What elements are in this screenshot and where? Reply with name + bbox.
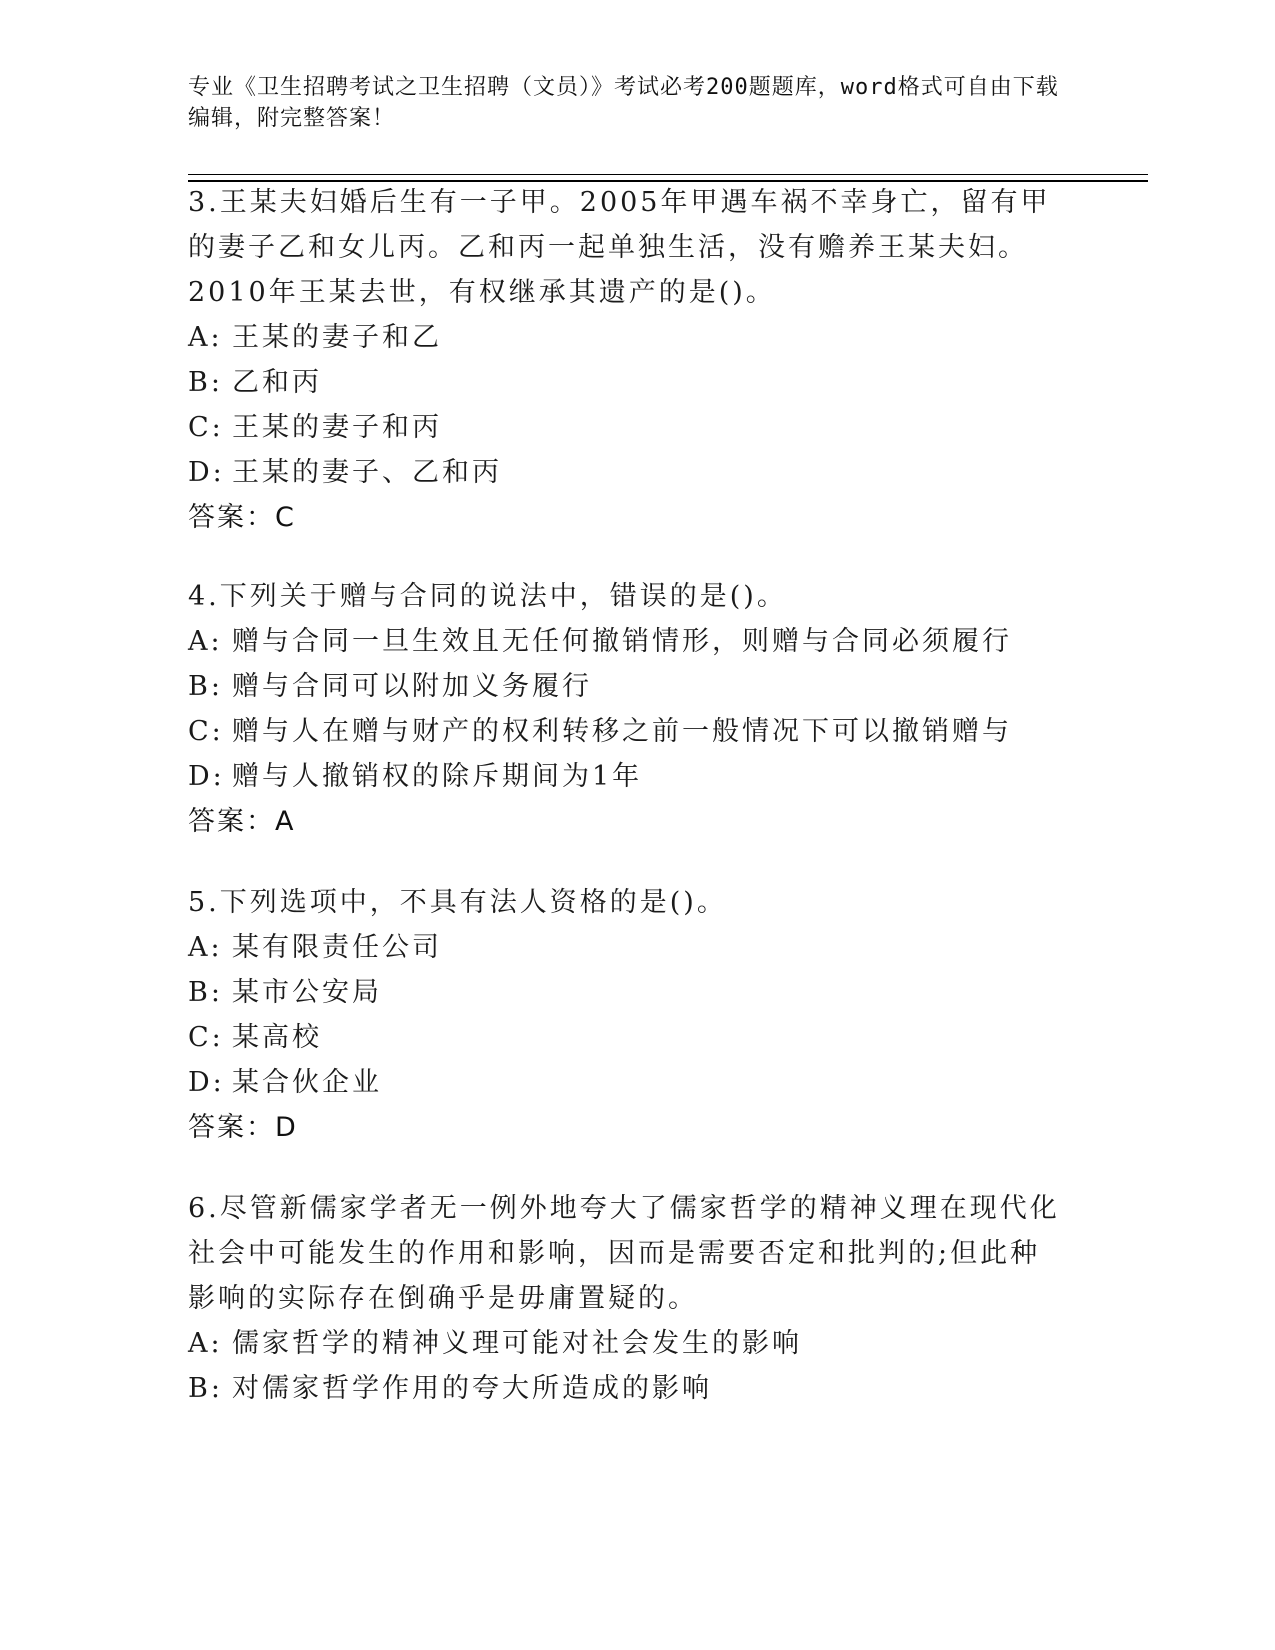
option-text: 某高校 (232, 1022, 322, 1053)
option-label: D: (188, 1067, 225, 1098)
option-c (188, 1015, 1068, 1060)
option-text: 对儒家哲学作用的夸大所造成的影响 (232, 1373, 712, 1404)
option-label: B: (188, 367, 223, 398)
option-text: 某市公安局 (232, 977, 382, 1008)
option-label: D: (188, 457, 225, 488)
option-text: 赠与合同可以附加义务履行 (232, 671, 592, 702)
option-d (188, 1060, 1068, 1105)
option-a (188, 925, 1068, 970)
option-text: 儒家哲学的精神义理可能对社会发生的影响 (232, 1328, 802, 1359)
question-6 (188, 1186, 1068, 1411)
option-d (188, 754, 1068, 799)
option-label: C: (188, 412, 224, 443)
option-b (188, 360, 1068, 405)
header-divider-thin (188, 174, 1148, 175)
answer: 答案：A (188, 806, 296, 837)
answer: 答案：D (188, 1112, 298, 1143)
option-a (188, 315, 1068, 360)
option-d (188, 450, 1068, 495)
question-5 (188, 880, 1068, 1151)
option-text: 某有限责任公司 (232, 932, 442, 963)
option-label: A: (188, 322, 223, 353)
option-label: B: (188, 1373, 223, 1404)
option-b (188, 664, 1068, 709)
question-stem: 6.尽管新儒家学者无一例外地夸大了儒家哲学的精神义理在现代化社会中可能发生的作用和影响，因而是需要否定和批判的;但此种影响的实际存在倒确乎是毋庸置疑的。 (188, 1193, 1060, 1314)
option-text: 赠与人撤销权的除斥期间为1年 (232, 761, 643, 792)
option-a (188, 619, 1068, 664)
option-c (188, 405, 1068, 450)
option-text: 王某的妻子和丙 (232, 412, 442, 443)
option-label: A: (188, 932, 223, 963)
option-text: 王某的妻子和乙 (232, 322, 442, 353)
question-stem: 4.下列关于赠与合同的说法中，错误的是()。 (188, 581, 787, 612)
option-text: 王某的妻子、乙和丙 (232, 457, 502, 488)
option-label: C: (188, 1022, 224, 1053)
option-b (188, 1366, 1068, 1411)
option-text: 赠与人在赠与财产的权利转移之前一般情况下可以撤销赠与 (232, 716, 1012, 747)
option-label: A: (188, 626, 223, 657)
option-a (188, 1321, 1068, 1366)
question-4 (188, 574, 1068, 845)
option-text: 乙和丙 (232, 367, 322, 398)
question-stem: 3.王某夫妇婚后生有一子甲。2005年甲遇车祸不幸身亡，留有甲的妻子乙和女儿丙。乙和丙一起单独生活，没有赡养王某夫妇。2010年王某去世，有权继承其遗产的是()。 (188, 187, 1051, 308)
option-c (188, 709, 1068, 754)
document-header: 专业《卫生招聘考试之卫生招聘（文员）》考试必考200题题库，word格式可自由下载编辑，附完整答案！ (188, 75, 1059, 131)
option-label: B: (188, 671, 223, 702)
option-label: D: (188, 761, 225, 792)
option-b (188, 970, 1068, 1015)
question-3 (188, 180, 1068, 541)
option-label: C: (188, 716, 224, 747)
question-stem: 5.下列选项中，不具有法人资格的是()。 (188, 887, 727, 918)
option-label: A: (188, 1328, 223, 1359)
option-text: 赠与合同一旦生效且无任何撤销情形，则赠与合同必须履行 (232, 626, 1012, 657)
answer: 答案：C (188, 502, 296, 533)
option-text: 某合伙企业 (232, 1067, 382, 1098)
option-label: B: (188, 977, 223, 1008)
